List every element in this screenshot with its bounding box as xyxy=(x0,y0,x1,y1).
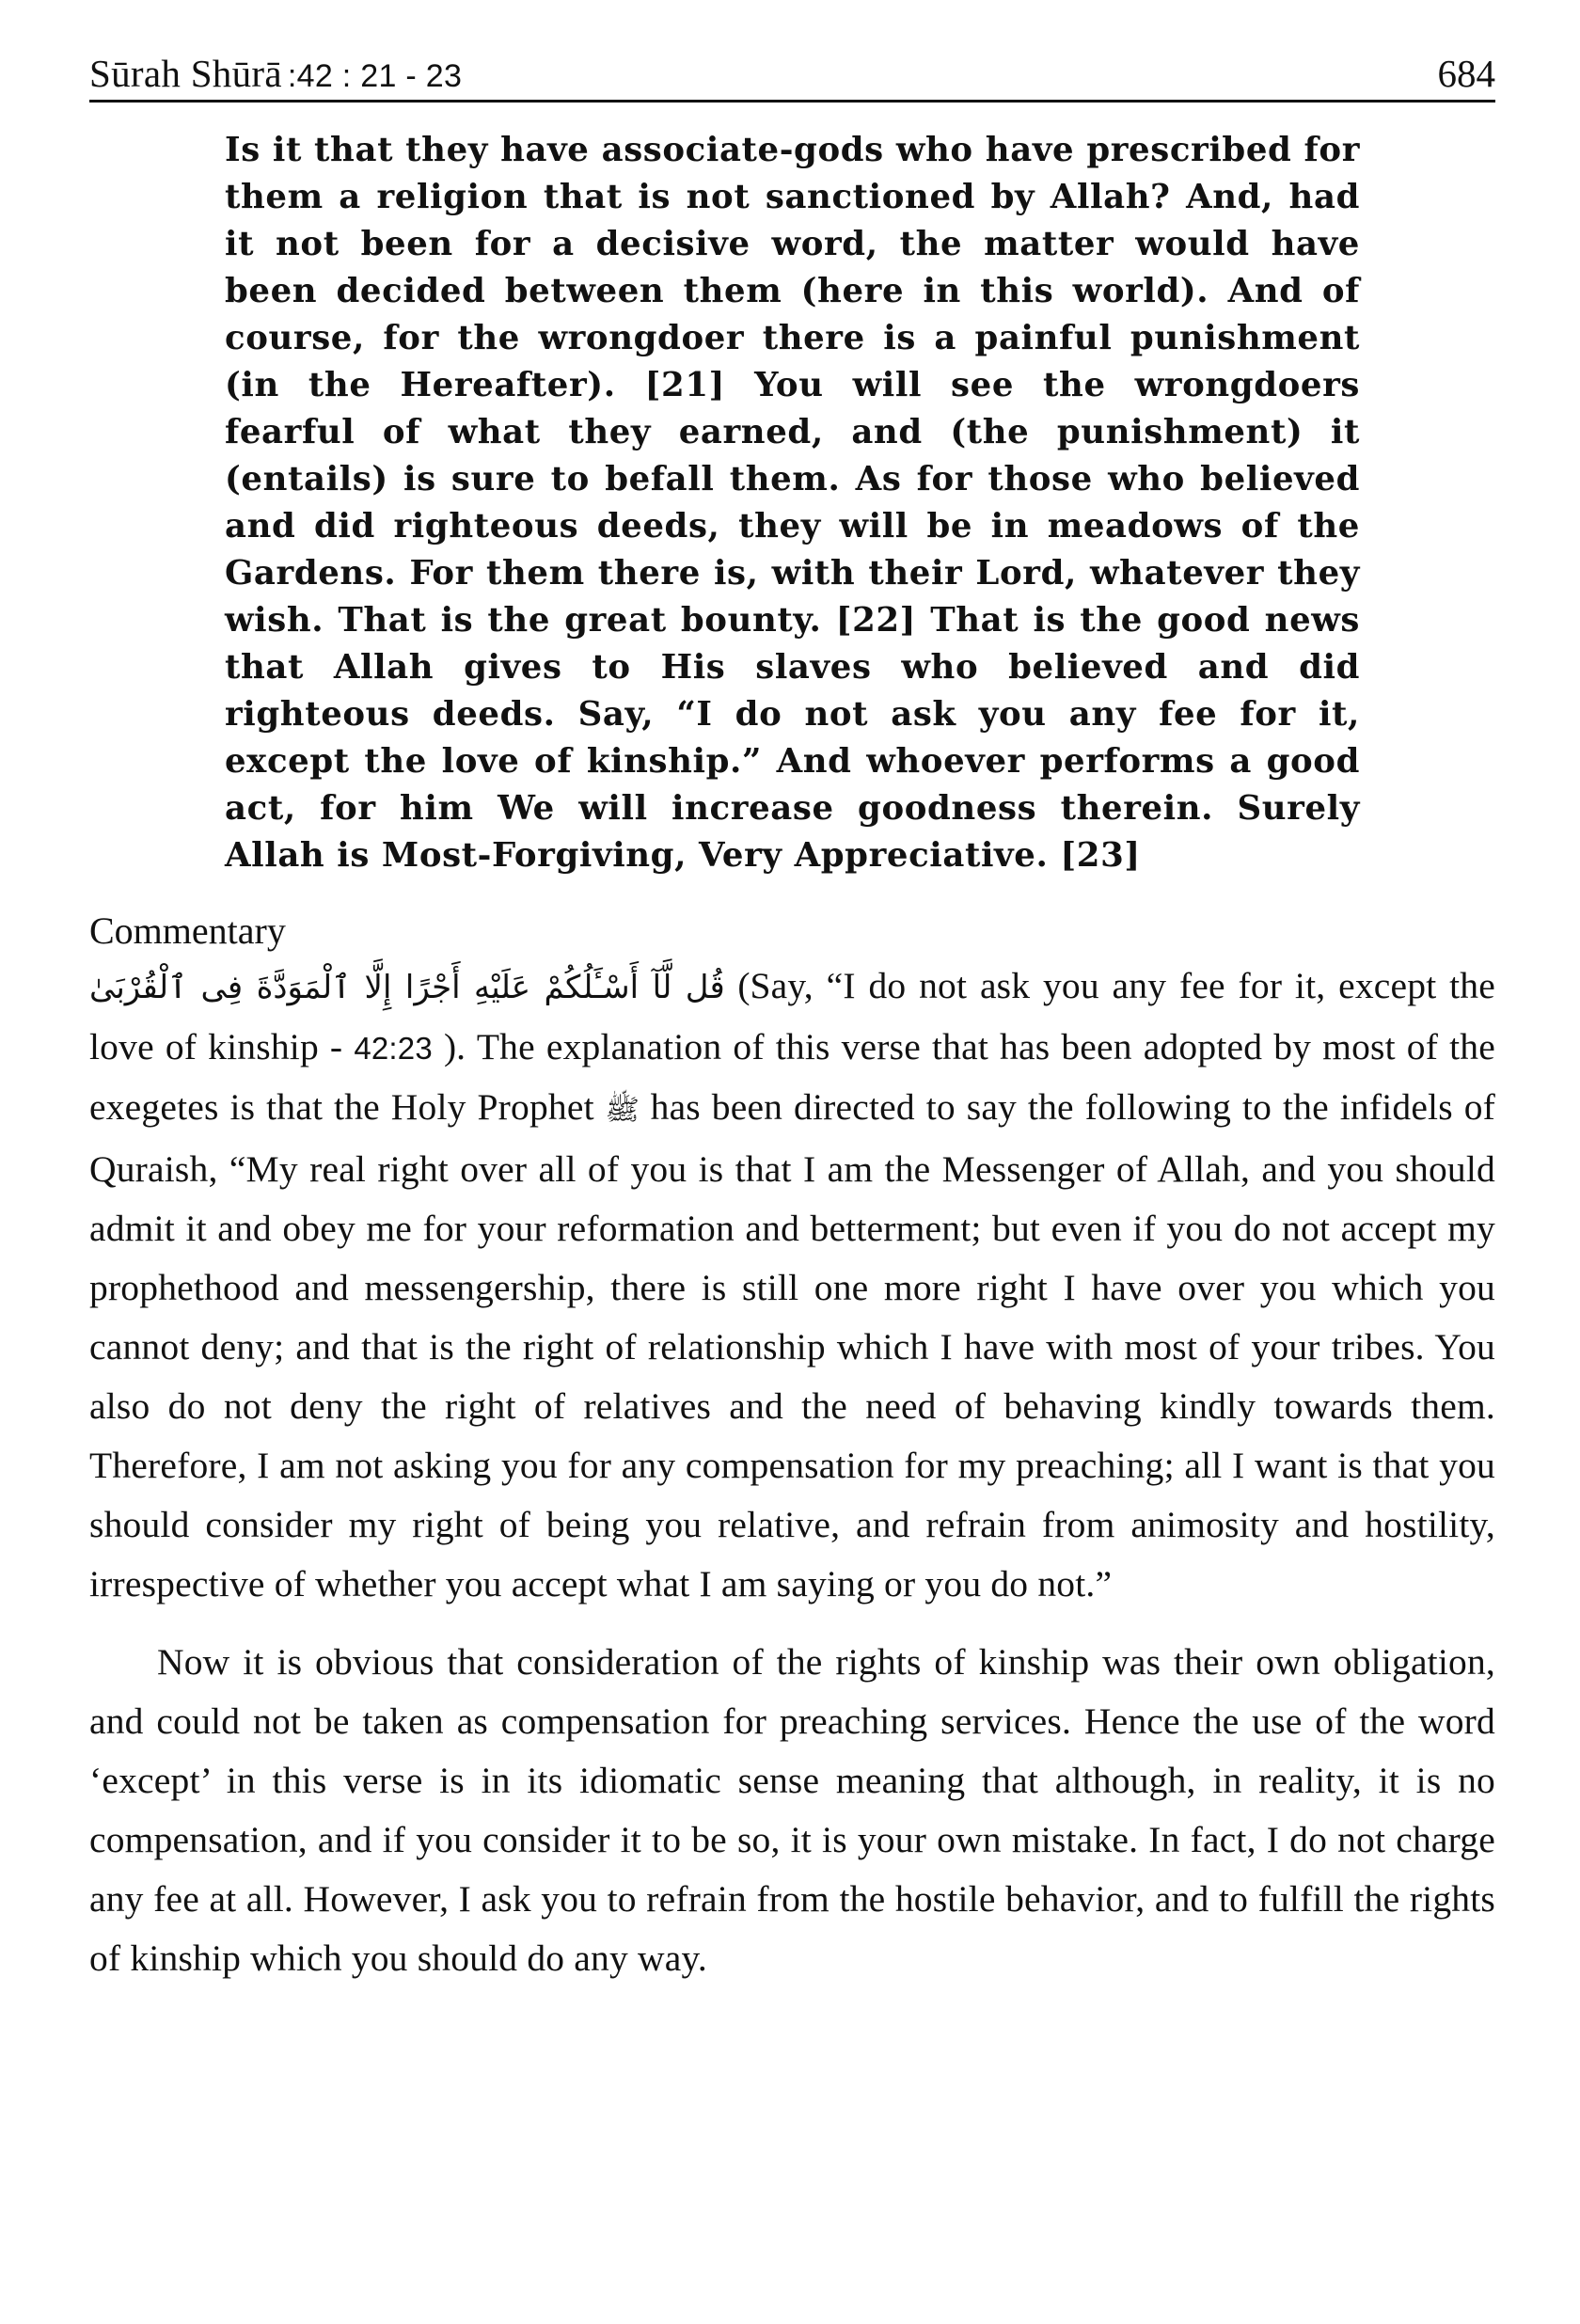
book-page xyxy=(89,38,1495,1988)
quote-reference: 42:23 xyxy=(354,1031,433,1066)
prophet-honorific-symbol: ﷺ xyxy=(605,1094,640,1127)
surah-title xyxy=(89,51,462,96)
paragraph-1-text-b: has been directed to say the following to the infidels of Quraish, “My real right over all of you is that I am the Messenger of Allah, and you should admit it and obey me for your reformation and betterment; but even if you do not accept my prophethood and messengership, there is still one more right I have over you which you cannot deny; and that is the right of relationship which I have with most of your tribes. You also do not deny the right of relatives and the need of behaving kindly towards them. Therefore, I am not asking you for any compensation for my preaching; all I want is that you should consider my right of being you relative, and refrain from animosity and hostility, irrespective of whether you accept what I am saying or you do not.” xyxy=(89,1086,1495,1605)
arabic-verse-quote: قُل لَّآ أَسْـَٔلُكُمْ عَلَيْهِ أَجْرًا إِلَّا ٱلْمَوَدَّةَ فِى ٱلْقُرْبَىٰ xyxy=(89,969,725,1006)
page-number: 684 xyxy=(1437,52,1495,95)
paragraph-1-text-a: ). The explanation of this verse that has been adopted by most of the exegetes is that the Holy Prophet xyxy=(89,1026,1495,1128)
verse-translation: Is it that they have associate-gods who have prescribed for them a religion that is not sanctioned by Allah? And, had it not been for a decisive word, the matter would have been decided between them (here in this world). And of course, for the wrongdoer there is a painful punishment (in the Hereafter). [21] You will see the wrongdoers fearful of what they earned, and (the punishment) it (entails) is sure to befall them. As for those who believed and did righteous deeds, they will be in meadows of the Gardens. For them there is, with their Lord, whatever they wish. That is the great bounty. [22] That is the good news that Allah gives to His slaves who believed and did righteous deeds. Say, “I do not ask you any fee for it, except the love of kinship.” And whoever performs a good act, for him We will increase goodness therein. Surely Allah is Most-Forgiving, Very Appreciative. [23] xyxy=(225,131,1360,875)
commentary-heading: Commentary xyxy=(89,909,286,952)
commentary-paragraph-2: Now it is obvious that consideration of the rights of kinship was their own obligation, and could not be taken as compensation for preaching services. Hence the use of the word ‘except’ in this verse is in its idiomatic sense meaning that although, in reality, it is no compensation, and if you consider it to be so, it is your own mistake. In fact, I do not charge any fee at all. However, I ask you to refrain from the hostile behavior, and to fulfill the rights of kinship which you should do any way. xyxy=(89,1641,1495,1979)
quote-translation: (Say, “I do not ask you any fee for it, except the love of kinship - xyxy=(89,965,1495,1067)
commentary-paragraph-1 xyxy=(89,956,1495,1614)
running-header xyxy=(89,38,1495,103)
verse-reference: :42 : 21 - 23 xyxy=(287,58,463,94)
surah-name: Sūrah Shūrā xyxy=(89,52,282,95)
